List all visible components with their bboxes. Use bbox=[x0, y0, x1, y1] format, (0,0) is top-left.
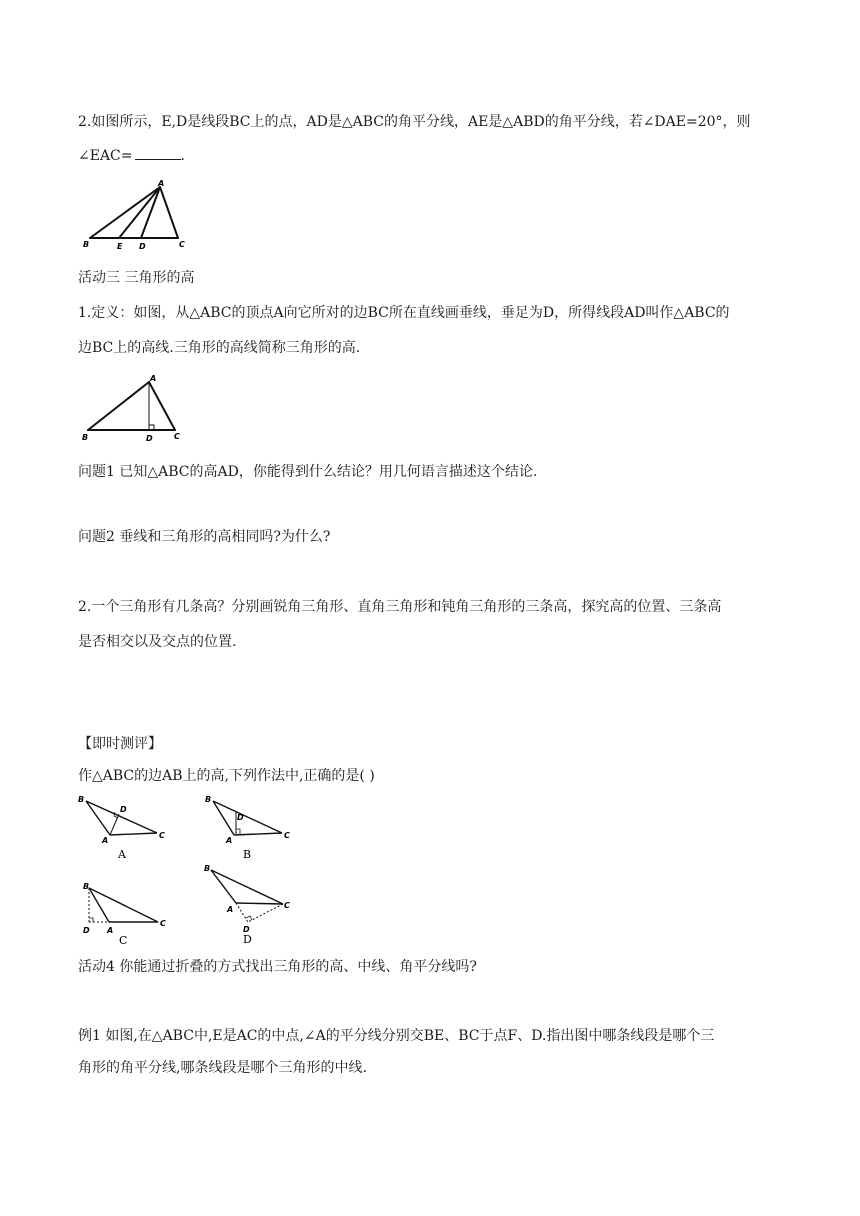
label-d: D bbox=[243, 925, 250, 934]
question1: 问题1 已知△ABC的高AD，你能得到什么结论？用几何语言描述这个结论. bbox=[78, 464, 538, 480]
label-d: D bbox=[83, 926, 90, 935]
right-angle-mark bbox=[236, 829, 240, 834]
option-b-figure bbox=[196, 792, 301, 862]
extension-line bbox=[236, 903, 248, 922]
side-ab bbox=[211, 870, 236, 903]
segment-ac bbox=[160, 187, 178, 238]
label-c: C bbox=[179, 240, 185, 249]
label-a: A bbox=[226, 836, 233, 845]
height-line bbox=[248, 904, 283, 922]
right-angle-mark bbox=[246, 916, 252, 920]
option-d-figure bbox=[196, 860, 301, 946]
option-c-figure bbox=[72, 878, 177, 948]
q2-text-line1: 2.如图所示，E,D是线段BC上的点，AD是△ABC的角平分线，AE是△ABD的角平分线，若∠DAE=20°，则 bbox=[78, 114, 751, 130]
label-d: D bbox=[237, 813, 244, 822]
label-b: B bbox=[82, 433, 89, 442]
label-b: B bbox=[83, 240, 90, 249]
option-b-letter: B bbox=[243, 848, 252, 861]
option-c-letter: C bbox=[119, 934, 128, 947]
option-a-figure bbox=[72, 792, 177, 862]
label-e: E bbox=[117, 242, 123, 251]
segment-ab bbox=[88, 382, 149, 430]
q2-text-line2 bbox=[78, 146, 185, 166]
label-a: A bbox=[158, 179, 165, 188]
right-angle-mark bbox=[89, 918, 93, 922]
label-b: B bbox=[204, 864, 211, 873]
definition-line2: 边BC上的高线.三角形的高线简称三角形的高. bbox=[78, 340, 361, 356]
answer-blank bbox=[135, 146, 181, 160]
label-a: A bbox=[102, 836, 109, 845]
label-c: C bbox=[159, 831, 165, 840]
label-c: C bbox=[284, 831, 290, 840]
label-b: B bbox=[83, 882, 90, 891]
side-ac bbox=[110, 833, 157, 835]
item2-line1: 2.一个三角形有几条高？分别画锐角三角形、直角三角形和钝角三角形的三条高，探究高的位置、三条高 bbox=[78, 599, 722, 615]
altitude-figure bbox=[78, 370, 193, 445]
option-a-letter: A bbox=[118, 848, 126, 861]
side-ac bbox=[236, 903, 283, 904]
label-d: D bbox=[120, 805, 127, 814]
quiz-heading: 【即时测评】 bbox=[78, 736, 162, 752]
definition-line1: 1.定义：如图，从△ABC的顶点A向它所对的边BC所在直线画垂线，垂足为D，所得线段AD叫作△ABC的 bbox=[78, 305, 730, 321]
question2: 问题2 垂线和三角形的高相同吗?为什么? bbox=[78, 529, 331, 545]
label-a: A bbox=[227, 905, 234, 914]
label-a: A bbox=[107, 926, 114, 935]
side-ac bbox=[234, 833, 282, 835]
example1-line2: 角形的角平分线,哪条线段是哪个三角形的中线. bbox=[78, 1060, 367, 1076]
label-d: D bbox=[146, 434, 153, 443]
height-line bbox=[110, 814, 119, 835]
example1-line1: 例1 如图,在△ABC中,E是AC的中点,∠A的平分线分别交BE、BC于点F、D.指出图中哪条线段是哪个三 bbox=[78, 1028, 715, 1044]
option-d-letter: D bbox=[243, 933, 252, 946]
label-b: B bbox=[205, 795, 212, 804]
side-bc bbox=[211, 870, 283, 904]
label-c: C bbox=[284, 901, 290, 910]
activity4-text: 活动4 你能通过折叠的方式找出三角形的高、中线、角平分线吗? bbox=[78, 959, 477, 975]
quiz-question: 作△ABC的边AB上的高,下列作法中,正确的是( ) bbox=[78, 768, 375, 784]
segment-ac bbox=[149, 382, 175, 430]
q2-figure bbox=[78, 178, 193, 254]
label-d: D bbox=[139, 242, 146, 251]
label-a: A bbox=[150, 374, 157, 383]
item2-line2: 是否相交以及交点的位置. bbox=[78, 634, 237, 650]
label-c: C bbox=[160, 919, 166, 928]
q2-line2-end: . bbox=[180, 148, 185, 164]
label-c: C bbox=[174, 432, 180, 441]
q2-line2-prefix: ∠EAC= bbox=[78, 148, 133, 164]
label-b: B bbox=[78, 795, 85, 804]
activity3-title: 活动三 三角形的高 bbox=[78, 270, 195, 286]
